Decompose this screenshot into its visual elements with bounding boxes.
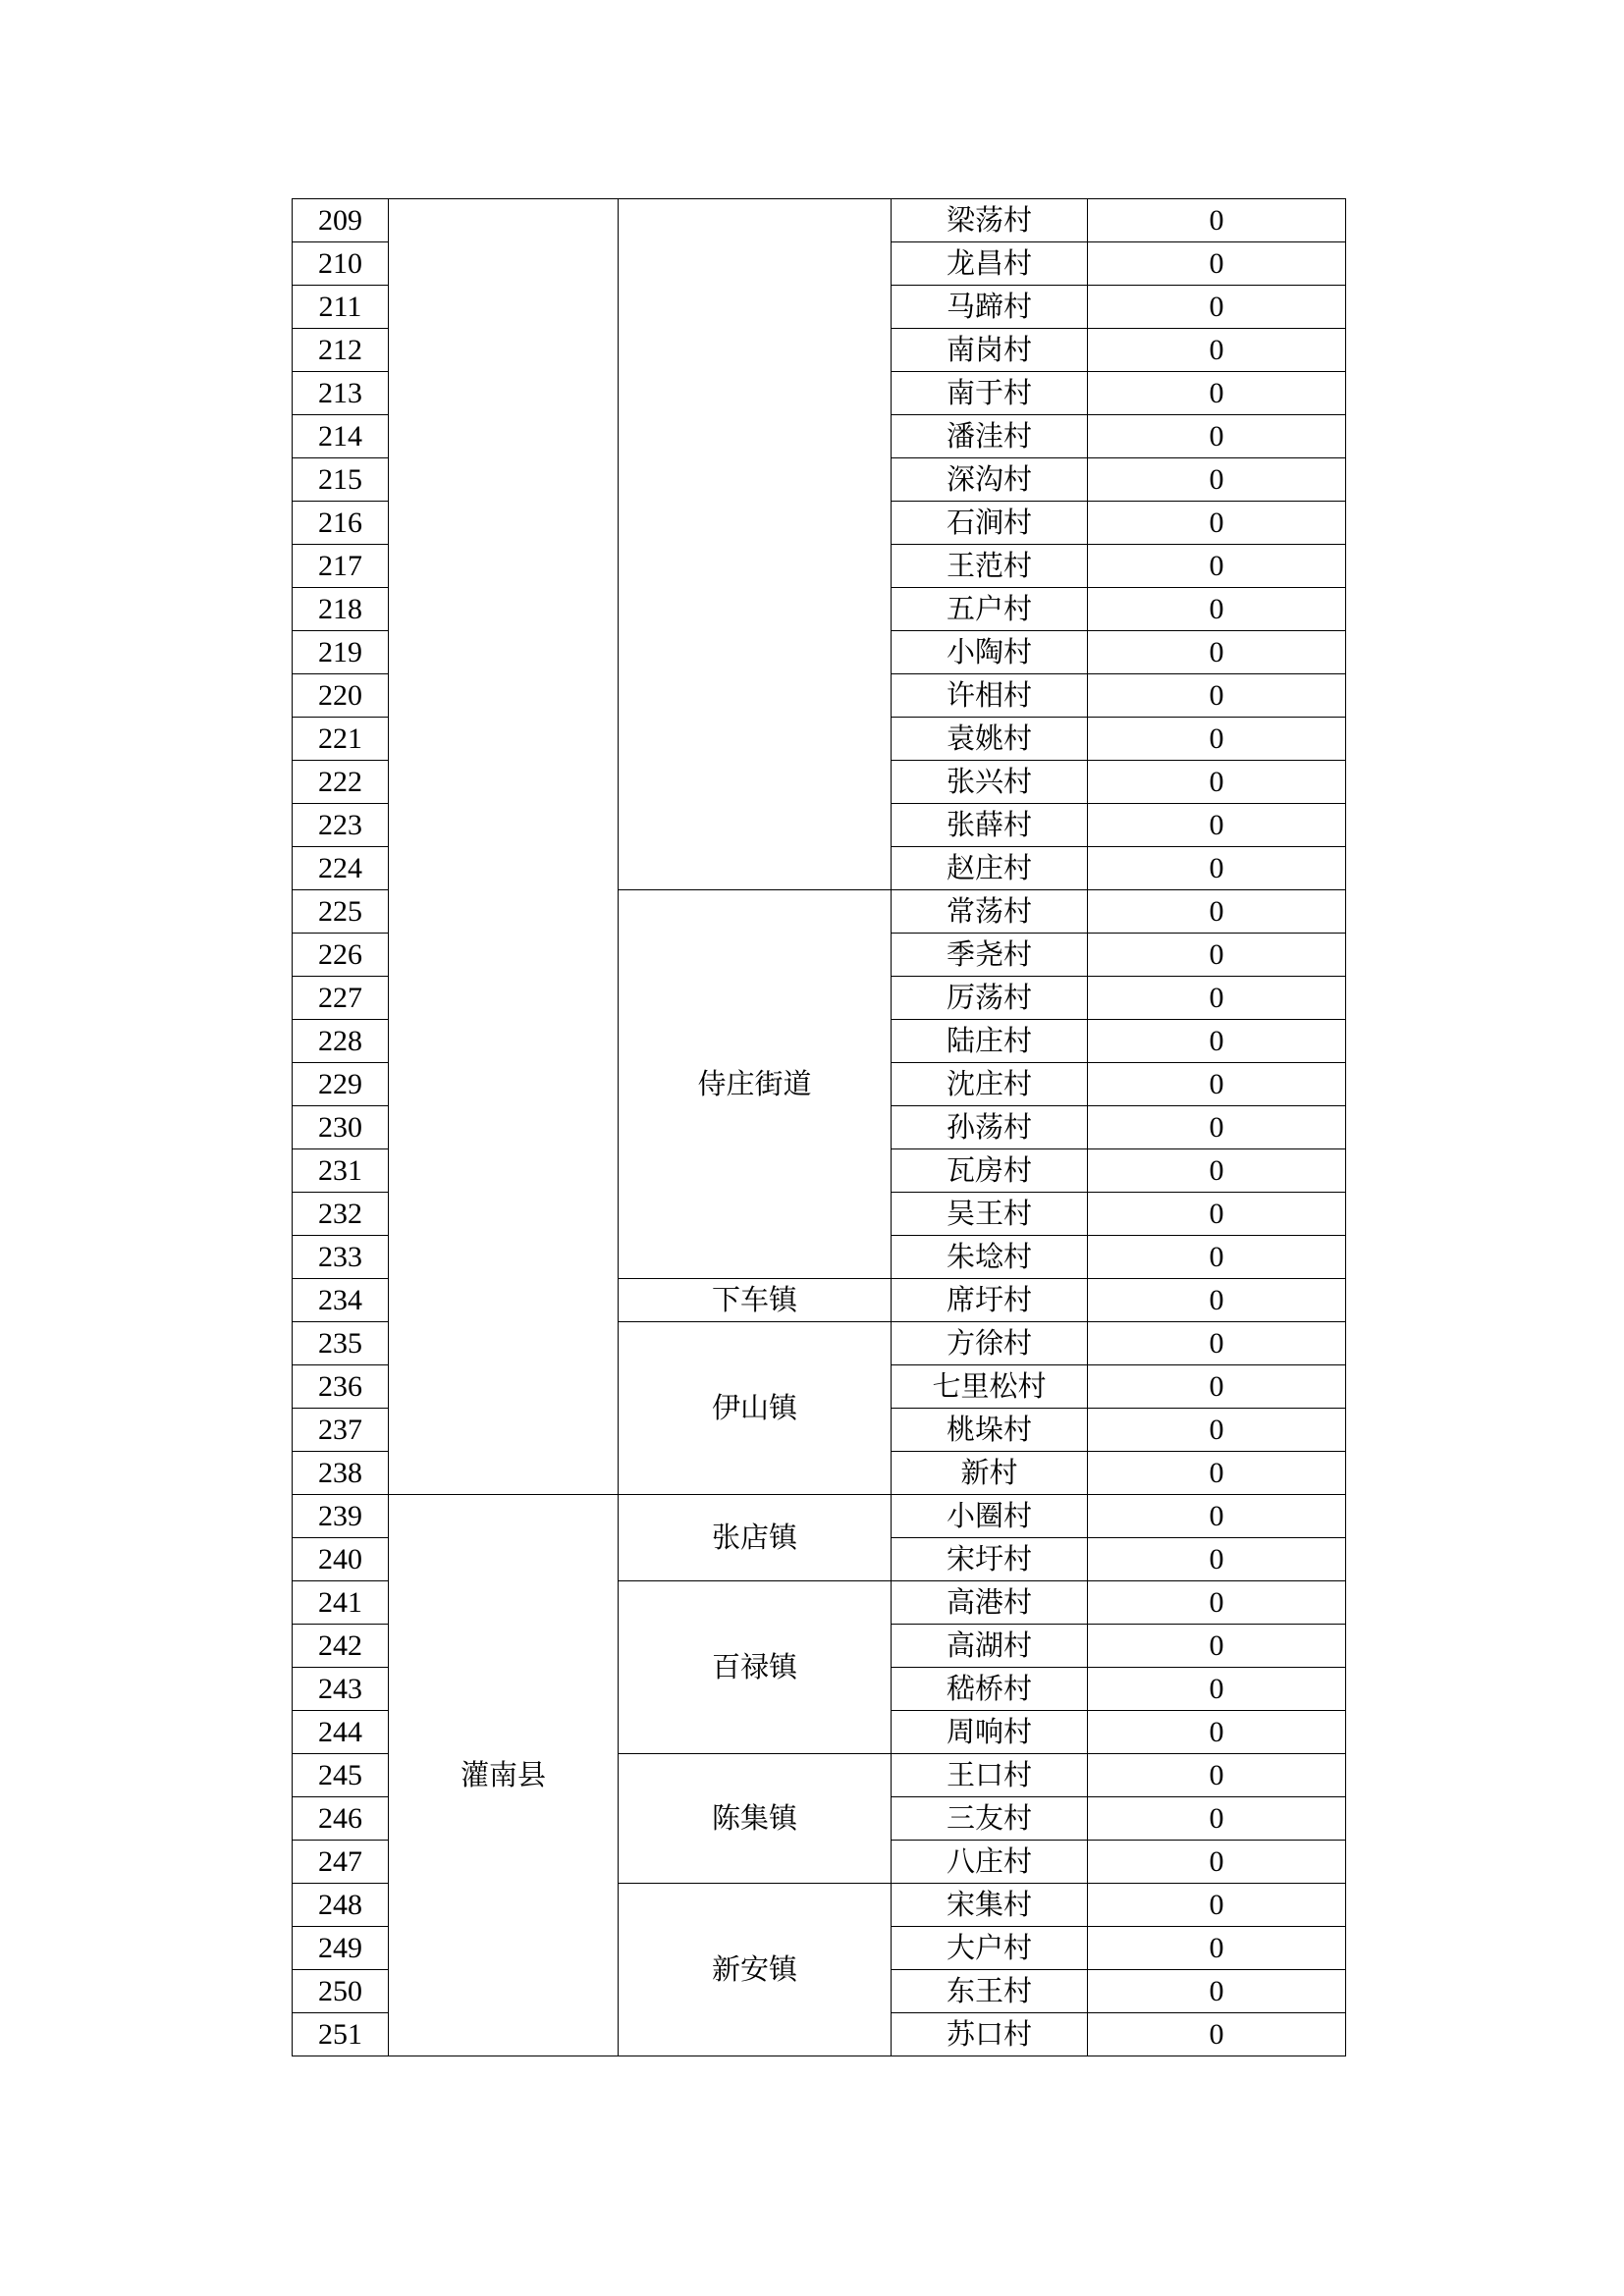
- value-cell: 0: [1088, 1625, 1346, 1668]
- value-cell: 0: [1088, 1365, 1346, 1409]
- row-number-cell: 224: [293, 847, 389, 890]
- row-number-cell: 248: [293, 1884, 389, 1927]
- row-number-cell: 246: [293, 1797, 389, 1841]
- row-number-cell: 213: [293, 372, 389, 415]
- village-name-cell: 宋集村: [892, 1884, 1088, 1927]
- value-cell: 0: [1088, 1841, 1346, 1884]
- row-number-cell: 241: [293, 1581, 389, 1625]
- value-cell: 0: [1088, 1106, 1346, 1149]
- value-cell: 0: [1088, 199, 1346, 242]
- value-cell: 0: [1088, 1668, 1346, 1711]
- value-cell: 0: [1088, 1236, 1346, 1279]
- village-name-cell: 七里松村: [892, 1365, 1088, 1409]
- row-number-cell: 247: [293, 1841, 389, 1884]
- village-name-cell: 小圈村: [892, 1495, 1088, 1538]
- town-cell: 新安镇: [619, 1884, 892, 2056]
- row-number-cell: 212: [293, 329, 389, 372]
- value-cell: 0: [1088, 286, 1346, 329]
- row-number-cell: 251: [293, 2013, 389, 2056]
- village-name-cell: 瓦房村: [892, 1149, 1088, 1193]
- town-cell: 伊山镇: [619, 1322, 892, 1495]
- value-cell: 0: [1088, 1322, 1346, 1365]
- village-name-cell: 八庄村: [892, 1841, 1088, 1884]
- town-cell: [619, 199, 892, 890]
- village-name-cell: 吴王村: [892, 1193, 1088, 1236]
- village-name-cell: 嵇桥村: [892, 1668, 1088, 1711]
- row-number-cell: 243: [293, 1668, 389, 1711]
- village-name-cell: 小陶村: [892, 631, 1088, 674]
- village-name-cell: 南于村: [892, 372, 1088, 415]
- row-number-cell: 225: [293, 890, 389, 934]
- value-cell: 0: [1088, 545, 1346, 588]
- row-number-cell: 230: [293, 1106, 389, 1149]
- village-name-cell: 马蹄村: [892, 286, 1088, 329]
- value-cell: 0: [1088, 847, 1346, 890]
- value-cell: 0: [1088, 588, 1346, 631]
- row-number-cell: 210: [293, 242, 389, 286]
- row-number-cell: 233: [293, 1236, 389, 1279]
- value-cell: 0: [1088, 718, 1346, 761]
- row-number-cell: 218: [293, 588, 389, 631]
- village-name-cell: 潘洼村: [892, 415, 1088, 458]
- row-number-cell: 228: [293, 1020, 389, 1063]
- value-cell: 0: [1088, 631, 1346, 674]
- row-number-cell: 209: [293, 199, 389, 242]
- value-cell: 0: [1088, 1149, 1346, 1193]
- village-name-cell: 方徐村: [892, 1322, 1088, 1365]
- village-name-cell: 孙荡村: [892, 1106, 1088, 1149]
- village-name-cell: 五户村: [892, 588, 1088, 631]
- value-cell: 0: [1088, 1452, 1346, 1495]
- row-number-cell: 214: [293, 415, 389, 458]
- value-cell: 0: [1088, 1020, 1346, 1063]
- value-cell: 0: [1088, 934, 1346, 977]
- county-cell: 灌南县: [389, 1495, 619, 2056]
- village-name-cell: 袁姚村: [892, 718, 1088, 761]
- village-name-cell: 朱埝村: [892, 1236, 1088, 1279]
- row-number-cell: 234: [293, 1279, 389, 1322]
- town-cell: 张店镇: [619, 1495, 892, 1581]
- village-name-cell: 张薛村: [892, 804, 1088, 847]
- row-number-cell: 239: [293, 1495, 389, 1538]
- value-cell: 0: [1088, 977, 1346, 1020]
- value-cell: 0: [1088, 804, 1346, 847]
- table-row: [293, 199, 1346, 242]
- row-number-cell: 223: [293, 804, 389, 847]
- village-name-cell: 桃垛村: [892, 1409, 1088, 1452]
- row-number-cell: 229: [293, 1063, 389, 1106]
- village-name-cell: 席圩村: [892, 1279, 1088, 1322]
- village-name-cell: 东王村: [892, 1970, 1088, 2013]
- village-name-cell: 龙昌村: [892, 242, 1088, 286]
- town-cell: 百禄镇: [619, 1581, 892, 1754]
- town-cell: 下车镇: [619, 1279, 892, 1322]
- village-name-cell: 三友村: [892, 1797, 1088, 1841]
- village-data-table: [292, 198, 1346, 2056]
- value-cell: 0: [1088, 890, 1346, 934]
- row-number-cell: 227: [293, 977, 389, 1020]
- row-number-cell: 219: [293, 631, 389, 674]
- village-name-cell: 大户村: [892, 1927, 1088, 1970]
- village-name-cell: 厉荡村: [892, 977, 1088, 1020]
- value-cell: 0: [1088, 502, 1346, 545]
- village-name-cell: 沈庄村: [892, 1063, 1088, 1106]
- row-number-cell: 244: [293, 1711, 389, 1754]
- village-name-cell: 王口村: [892, 1754, 1088, 1797]
- village-name-cell: 南岗村: [892, 329, 1088, 372]
- value-cell: 0: [1088, 242, 1346, 286]
- village-name-cell: 季尧村: [892, 934, 1088, 977]
- value-cell: 0: [1088, 1409, 1346, 1452]
- table-body: [293, 199, 1346, 2056]
- value-cell: 0: [1088, 1797, 1346, 1841]
- village-name-cell: 新村: [892, 1452, 1088, 1495]
- village-name-cell: 高湖村: [892, 1625, 1088, 1668]
- town-cell: 侍庄街道: [619, 890, 892, 1279]
- value-cell: 0: [1088, 761, 1346, 804]
- row-number-cell: 222: [293, 761, 389, 804]
- value-cell: 0: [1088, 1495, 1346, 1538]
- village-name-cell: 陆庄村: [892, 1020, 1088, 1063]
- value-cell: 0: [1088, 1193, 1346, 1236]
- village-name-cell: 周响村: [892, 1711, 1088, 1754]
- value-cell: 0: [1088, 1884, 1346, 1927]
- row-number-cell: 221: [293, 718, 389, 761]
- value-cell: 0: [1088, 329, 1346, 372]
- row-number-cell: 242: [293, 1625, 389, 1668]
- value-cell: 0: [1088, 1063, 1346, 1106]
- value-cell: 0: [1088, 415, 1346, 458]
- value-cell: 0: [1088, 2013, 1346, 2056]
- village-name-cell: 宋圩村: [892, 1538, 1088, 1581]
- row-number-cell: 220: [293, 674, 389, 718]
- county-cell: [389, 199, 619, 1495]
- value-cell: 0: [1088, 1970, 1346, 2013]
- value-cell: 0: [1088, 1581, 1346, 1625]
- row-number-cell: 237: [293, 1409, 389, 1452]
- village-name-cell: 王范村: [892, 545, 1088, 588]
- row-number-cell: 250: [293, 1970, 389, 2013]
- village-name-cell: 梁荡村: [892, 199, 1088, 242]
- row-number-cell: 249: [293, 1927, 389, 1970]
- value-cell: 0: [1088, 674, 1346, 718]
- table-row: [293, 1495, 1346, 1538]
- row-number-cell: 215: [293, 458, 389, 502]
- value-cell: 0: [1088, 1538, 1346, 1581]
- row-number-cell: 245: [293, 1754, 389, 1797]
- value-cell: 0: [1088, 1711, 1346, 1754]
- value-cell: 0: [1088, 1279, 1346, 1322]
- village-name-cell: 苏口村: [892, 2013, 1088, 2056]
- village-name-cell: 深沟村: [892, 458, 1088, 502]
- village-name-cell: 赵庄村: [892, 847, 1088, 890]
- value-cell: 0: [1088, 458, 1346, 502]
- row-number-cell: 231: [293, 1149, 389, 1193]
- row-number-cell: 217: [293, 545, 389, 588]
- row-number-cell: 236: [293, 1365, 389, 1409]
- village-name-cell: 许相村: [892, 674, 1088, 718]
- value-cell: 0: [1088, 1754, 1346, 1797]
- row-number-cell: 226: [293, 934, 389, 977]
- village-name-cell: 常荡村: [892, 890, 1088, 934]
- row-number-cell: 240: [293, 1538, 389, 1581]
- row-number-cell: 235: [293, 1322, 389, 1365]
- village-name-cell: 高港村: [892, 1581, 1088, 1625]
- value-cell: 0: [1088, 372, 1346, 415]
- town-cell: 陈集镇: [619, 1754, 892, 1884]
- row-number-cell: 232: [293, 1193, 389, 1236]
- value-cell: 0: [1088, 1927, 1346, 1970]
- row-number-cell: 238: [293, 1452, 389, 1495]
- row-number-cell: 211: [293, 286, 389, 329]
- village-name-cell: 张兴村: [892, 761, 1088, 804]
- village-name-cell: 石涧村: [892, 502, 1088, 545]
- row-number-cell: 216: [293, 502, 389, 545]
